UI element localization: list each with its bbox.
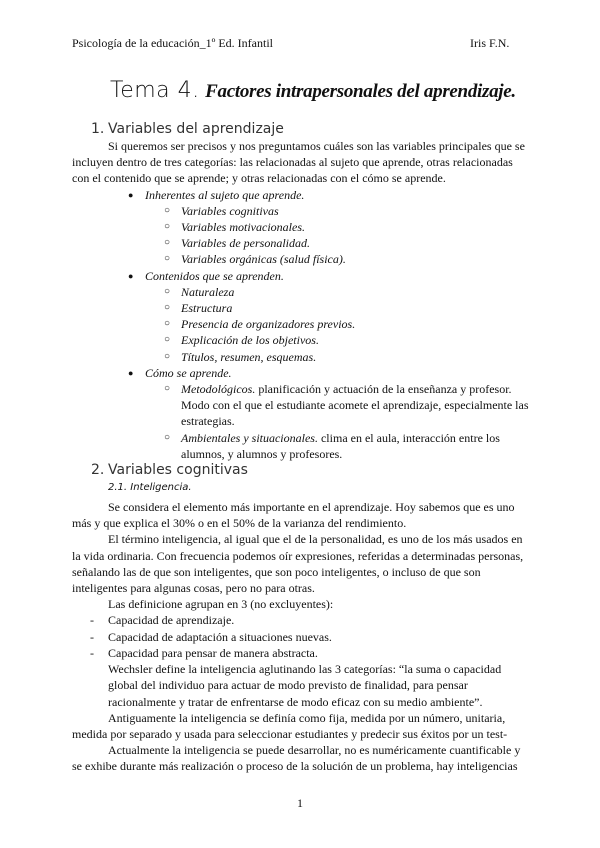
list-item: ● Contenidos que se aprenden. — [72, 268, 530, 284]
section-title: Variables cognitivas — [108, 462, 248, 479]
subitem-label: Ambientales y situacionales. — [181, 430, 318, 445]
header-right: Iris F.N. — [470, 36, 510, 50]
wechsler-definition: Wechsler define la inteligencia aglutinando las 3 categorías: “la suma o capacidad global del individuo para actuar de modo previsto de finalidad, para pensar racionalmente y tratar de enfrentarse de modo eficaz con su medio ambiente”. — [108, 662, 502, 709]
page-number: 1 — [297, 796, 303, 810]
list-item: ● Inherentes al sujeto que aprende. — [72, 187, 530, 203]
list-subitem: ○ Variables cognitivas — [72, 203, 530, 219]
section-title: Variables del aprendizaje — [108, 121, 284, 137]
dash-item: - Capacidad para pensar de manera abstracta. — [72, 645, 530, 661]
paragraph: Las definicione agrupan en 3 (no excluyentes): — [108, 597, 334, 612]
paragraph: Actualmente la inteligencia se puede desarrollar, no es numéricamente cuantificable y se exhibe durante más realización o proceso de la solución de un problema, hay inteligencias — [72, 743, 521, 774]
list-subitem — [72, 430, 530, 462]
paragraph: Si queremos ser precisos y nos preguntamos cuáles son las variables principales que se incluyen dentro de tres categorías: las relacionadas al sujeto que aprende, otras relacionadas con el contenido que se aprende; y otras relacionadas con el cómo se aprende. — [72, 139, 525, 186]
subitem-text: clima en el aula, interacción entre los alumnos, y alumnos y profesores. — [181, 430, 500, 461]
section-heading — [72, 462, 530, 479]
header-left: Psicología de la educación_1º Ed. Infantil — [72, 36, 273, 50]
page-title — [110, 76, 540, 106]
subitem-text: planificación y actuación de la enseñanza y profesor. Modo con el que el estudiante acomete el aprendizaje, especialmente las estrategias. — [181, 382, 529, 429]
section-number: 1. — [91, 121, 105, 137]
subsection-heading: 2.1. Inteligencia. — [108, 482, 192, 494]
list-subitem: ○ Presencia de organizadores previos. — [72, 316, 530, 332]
title-prefix: Tema 4. — [110, 78, 200, 103]
paragraph: Se considera el elemento más importante en el aprendizaje. Hoy sabemos que es uno más y que explica el 30% o en el 50% de la varianza del rendimiento. — [72, 500, 515, 531]
list-subitem: ○ Títulos, resumen, esquemas. — [72, 349, 530, 365]
document-body — [72, 121, 530, 775]
paragraph: El término inteligencia, al igual que el de la personalidad, es uno de los más usados en la vida ordinaria. Con frecuencia podemos oír expresiones, referidas a determinadas personas, señalando las de que son inteligentes, que son poco inteligentes, o incluso de que son inteligentes para algunas cosas, pero no para otras. — [72, 532, 524, 596]
dash-item: - Capacidad de adaptación a situaciones nuevas. — [72, 629, 530, 645]
bullet-list — [72, 187, 530, 462]
paragraph: Antiguamente la inteligencia se definía como fija, medida por un número, unitaria, medida por separado y usada para seleccionar estudiantes y predecir sus éxitos por un test- — [72, 710, 508, 741]
list-subitem: ○ Variables motivacionales. — [72, 219, 530, 235]
list-subitem: ○ Naturaleza — [72, 284, 530, 300]
section-number: 2. — [91, 462, 105, 479]
dash-item: - Capacidad de aprendizaje. — [72, 612, 530, 628]
list-subitem: ○ Variables de personalidad. — [72, 235, 530, 251]
list-subitem — [72, 381, 530, 430]
section-heading — [72, 121, 530, 138]
list-subitem: ○ Explicación de los objetivos. — [72, 332, 530, 348]
subitem-label: Metodológicos. — [181, 382, 256, 397]
title-main: Factores intrapersonales del aprendizaje. — [205, 81, 516, 102]
list-subitem: ○ Variables orgánicas (salud física). — [72, 251, 530, 267]
list-item: ● Cómo se aprende. — [72, 365, 530, 381]
list-subitem: ○ Estructura — [72, 300, 530, 316]
